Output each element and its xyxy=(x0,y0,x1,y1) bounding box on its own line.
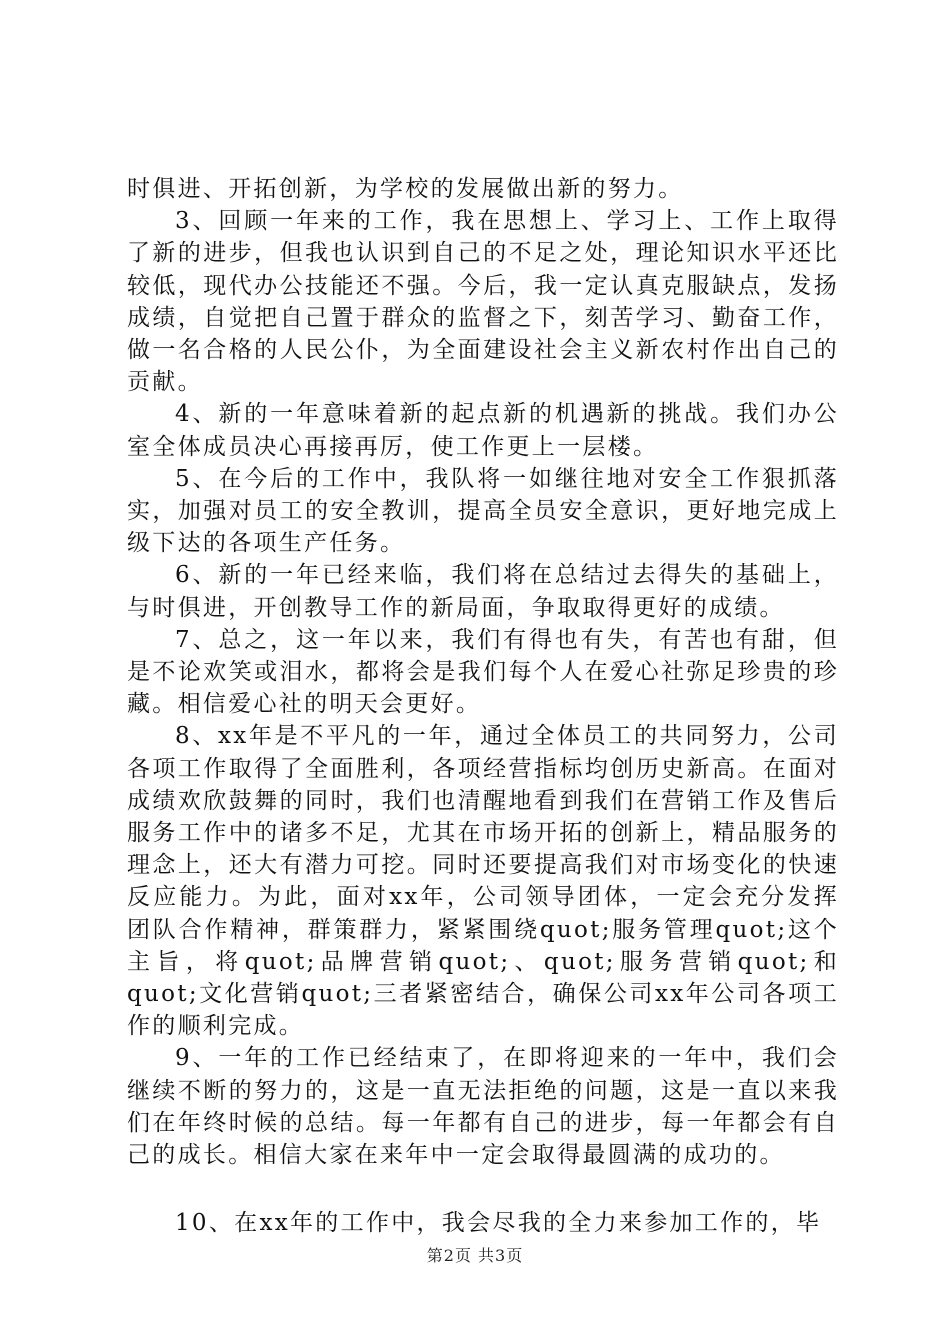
paragraph-7: 7、总之，这一年以来，我们有得也有失，有苦也有甜，但是不论欢笑或泪水，都将会是我们每个人在爱心社弥足珍贵的珍藏。相信爱心社的明天会更好。 xyxy=(127,626,839,718)
paragraph-5: 5、在今后的工作中，我队将一如继往地对安全工作狠抓落实，加强对员工的安全教训，提高全员安全意识，更好地完成上级下达的各项生产任务。 xyxy=(127,465,839,557)
paragraph-9: 9、一年的工作已经结束了，在即将迎来的一年中，我们会继续不断的努力的，这是一直无法拒绝的问题，这是一直以来我们在年终时候的总结。每一年都有自己的进步，每一年都会有自己的成长。相信大家在来年中一定会取得最圆满的成功的。 xyxy=(127,1045,839,1169)
paragraph-10: 10、在xx年的工作中，我会尽我的全力来参加工作的，毕 xyxy=(175,1210,822,1237)
paragraph-8: 8、xx年是不平凡的一年，通过全体员工的共同努力，公司各项工作取得了全面胜利，各项经营指标均创历史新高。在面对成绩欢欣鼓舞的同时，我们也清醒地看到我们在营销工作及售后服务工作中的诸多不足，尤其在市场开拓的创新上，精品服务的理念上，还大有潜力可挖。同时还要提高我们对市场变化的快速反应能力。为此，面对xx年，公司领导团体，一定会充分发挥团队合作精神，群策群力，紧紧围绕quot;服务管理quot;这个主旨，将quot;品牌营销quot;、quot;服务营销quot;和quot;文化营销quot;三者紧密结合，确保公司xx年公司各项工作的顺利完成。 xyxy=(127,723,839,1040)
page-footer: 第2页 共3页 xyxy=(426,1246,524,1265)
paragraph-3: 3、回顾一年来的工作，我在思想上、学习上、工作上取得了新的进步，但我也认识到自己的不足之处，理论知识水平还比较低，现代办公技能还不强。今后，我一定认真克服缺点，发扬成绩，自觉把自己置于群众的监督之下，刻苦学习、勤奋工作，做一名合格的人民公仆，为全面建设社会主义新农村作出自己的贡献。 xyxy=(127,208,839,396)
paragraph-continuation: 时俱进、开拓创新，为学校的发展做出新的努力。 xyxy=(127,176,684,202)
paragraph-4: 4、新的一年意味着新的起点新的机遇新的挑战。我们办公室全体成员决心再接再厉，使工作更上一层楼。 xyxy=(127,401,839,460)
document-body xyxy=(127,173,839,1240)
paragraph-6: 6、新的一年已经来临，我们将在总结过去得失的基础上，与时俱进，开创教导工作的新局面，争取取得更好的成绩。 xyxy=(127,562,839,621)
